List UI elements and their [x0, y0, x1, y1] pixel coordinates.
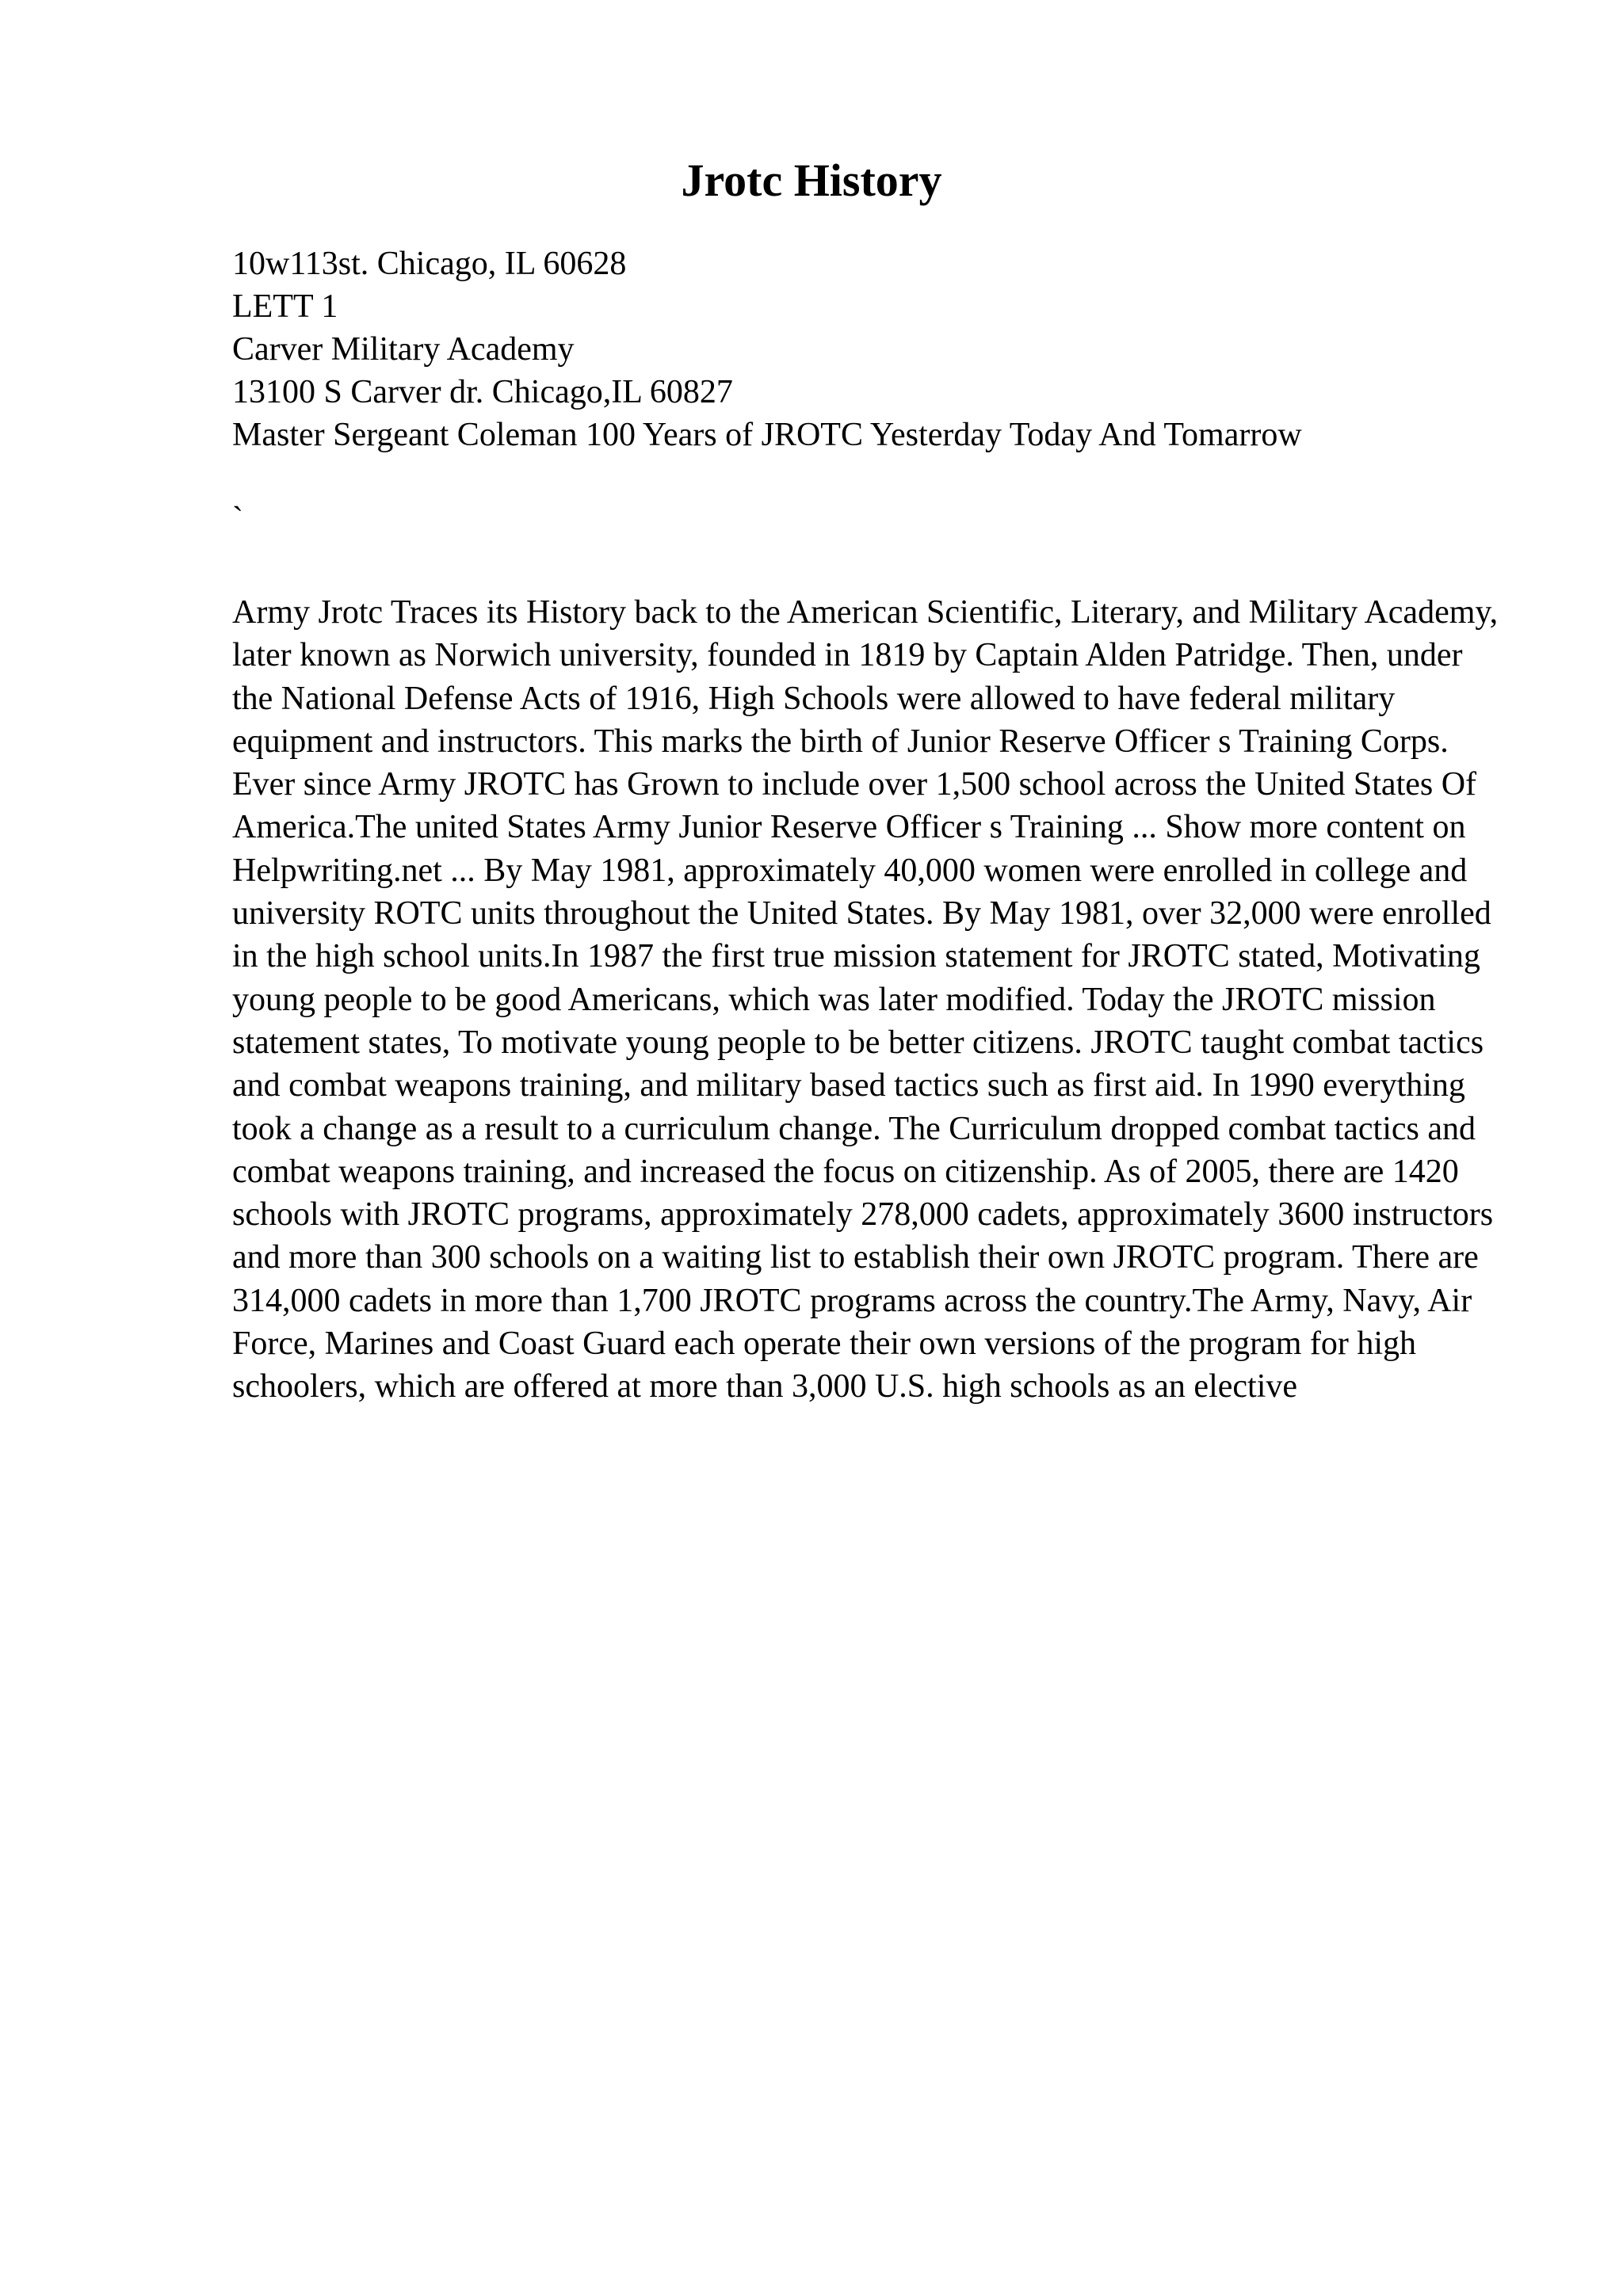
school-address-line: 13100 S Carver dr. Chicago,IL 60827 [232, 374, 733, 410]
school-name-line: Carver Military Academy [232, 331, 575, 368]
course-line: LETT 1 [232, 288, 338, 325]
header-block [232, 242, 1532, 456]
document-title: Jrotc History [681, 154, 942, 206]
instructor-topic-line: Master Sergeant Coleman 100 Years of JROTC Yesterday Today And Tomarrow [232, 417, 1302, 453]
body-paragraph: Army Jrotc Traces its History back to the American Scientific, Literary, and Military Academy, later known as Norwich university, founded in 1819 by Captain Alden Patridge. Then, under the National Defense Acts of 1916, High Schools were allowed to have federal military equipment and instructors. This marks the birth of Junior Reserve Officer s Training Corps. Ever since Army JROTC has Grown to include over 1,500 school across the United States Of America.The united States Army Junior Reserve Officer s Training ... Show more content on Helpwriting.net ... By May 1981, approximately 40,000 women were enrolled in college and university ROTC units throughout the United States. By May 1981, over 32,000 were enrolled in the high school units.In 1987 the first true mission statement for JROTC stated, Motivating young people to be good Americans, which was later modified. Today the JROTC mission statement states, To motivate young people to be better citizens. JROTC taught combat tactics and combat weapons training, and military based tactics such as first aid. In 1990 everything took a change as a result to a curriculum change. The Curriculum dropped combat tactics and combat weapons training, and increased the focus on citizenship. As of 2005, there are 1420 schools with JROTC programs, approximately 278,000 cadets, approximately 3600 instructors and more than 300 schools on a waiting list to establish their own JROTC program. There are 314,000 cadets in more than 1,700 JROTC programs across the country.The Army, Navy, Air Force, Marines and Coast Guard each operate their own versions of the program for high schoolers, which are offered at more than 3,000 U.S. high schools as an elective [232, 594, 1499, 1405]
address-line: 10w113st. Chicago, IL 60628 [232, 246, 627, 282]
separator-mark: ` [232, 501, 243, 537]
